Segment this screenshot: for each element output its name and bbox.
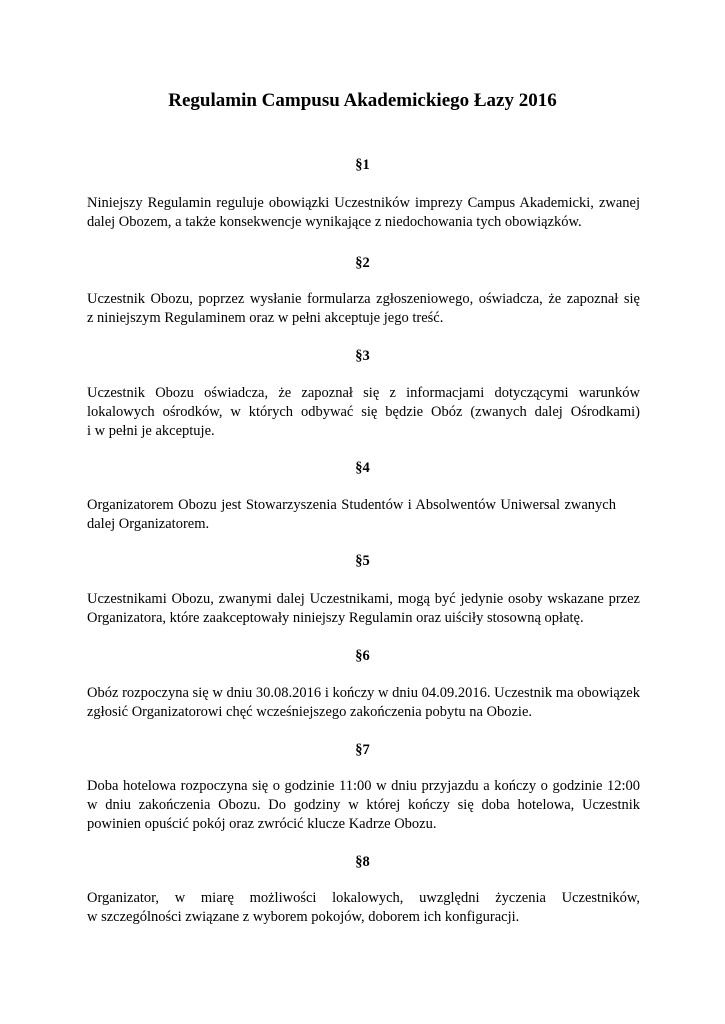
paragraph-line: Niniejszy Regulamin reguluje obowiązki Uczestników imprezy Campus Akademicki, zwanej [87, 195, 640, 211]
section-paragraph-6 [87, 684, 640, 722]
paragraph-line: zgłosić Organizatorowi chęć wcześniejszego zakończenia pobytu na Obozie. [87, 704, 533, 720]
paragraph-line: i w pełni je akceptuje. [87, 423, 215, 439]
paragraph-line: dalej Obozem, a także konsekwencje wynikające z niedochowania tych obowiązków. [87, 214, 582, 230]
paragraph-line: powinien opuścić pokój oraz zwrócić klucze Kadrze Obozu. [87, 816, 437, 832]
section-paragraph-8 [87, 889, 640, 927]
paragraph-line: Organizator, w miarę możliwości lokalowych, uwzględni życzenia Uczestników, [87, 890, 640, 906]
paragraph-line: Obóz rozpoczyna się w dniu 30.08.2016 i kończy w dniu 04.09.2016. Uczestnik ma obowiązek [87, 685, 640, 701]
section-heading-6: §6 [355, 648, 370, 664]
paragraph-line: Organizatorem Obozu jest Stowarzyszenia Studentów i Absolwentów Uniwersal zwanych [87, 497, 616, 513]
paragraph-line: Uczestnik Obozu oświadcza, że zapoznał się z informacjami dotyczącymi warunków [87, 385, 640, 401]
section-paragraph-7 [87, 777, 640, 834]
section-paragraph-1 [87, 194, 640, 232]
section-heading-3: §3 [355, 348, 370, 364]
paragraph-line: Uczestnik Obozu, poprzez wysłanie formularza zgłoszeniowego, oświadcza, że zapoznał się [87, 291, 640, 307]
paragraph-line: z niniejszym Regulaminem oraz w pełni akceptuje jego treść. [87, 310, 444, 326]
paragraph-line: w dniu zakończenia Obozu. Do godziny w której kończy się doba hotelowa, Uczestnik [87, 797, 640, 813]
section-paragraph-4 [87, 496, 640, 534]
section-heading-7: §7 [355, 742, 370, 758]
paragraph-line: Doba hotelowa rozpoczyna się o godzinie 11:00 w dniu przyjazdu a kończy o godzinie 12:00 [87, 778, 640, 794]
paragraph-line: lokalowych ośrodków, w których odbywać się będzie Obóz (zwanych dalej Ośrodkami) [87, 404, 640, 420]
section-heading-4: §4 [355, 460, 370, 476]
section-heading-2: §2 [355, 255, 370, 271]
paragraph-line: Organizatora, które zaakceptowały niniejszy Regulamin oraz uiściły stosowną opłatę. [87, 610, 584, 626]
section-paragraph-5 [87, 590, 640, 628]
paragraph-line: w szczególności związane z wyborem pokojów, doborem ich konfiguracji. [87, 909, 520, 925]
paragraph-line: Uczestnikami Obozu, zwanymi dalej Uczestnikami, mogą być jedynie osoby wskazane przez [87, 591, 640, 607]
section-heading-8: §8 [355, 854, 370, 870]
section-paragraph-2 [87, 290, 640, 328]
section-paragraph-3 [87, 384, 640, 441]
section-heading-5: §5 [355, 553, 370, 569]
document-title: Regulamin Campusu Akademickiego Łazy 2016 [168, 90, 557, 111]
section-heading-1: §1 [355, 157, 370, 173]
paragraph-line: dalej Organizatorem. [87, 516, 210, 532]
